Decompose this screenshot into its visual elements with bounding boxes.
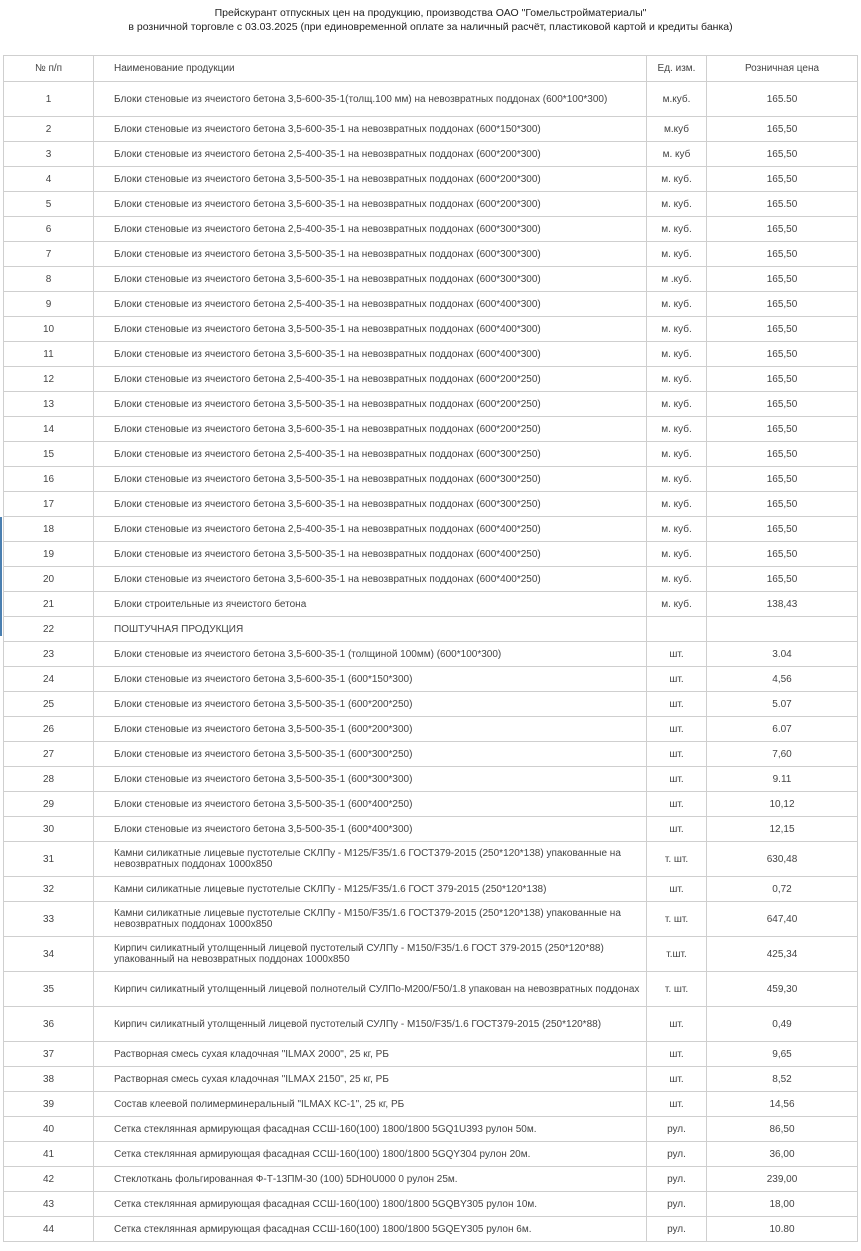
row-number: 6 <box>4 217 94 242</box>
table-row <box>4 367 858 392</box>
product-name: Блоки стеновые из ячеистого бетона 3,5-500-35-1 (600*200*250) <box>94 692 647 717</box>
product-name: Блоки стеновые из ячеистого бетона 3,5-600-35-1 на невозвратных поддонах (600*400*250) <box>94 567 647 592</box>
row-number: 22 <box>4 617 94 642</box>
product-name: Блоки стеновые из ячеистого бетона 3,5-600-35-1 (толщиной 100мм) (600*100*300) <box>94 642 647 667</box>
product-name: Блоки стеновые из ячеистого бетона 2,5-400-35-1 на невозвратных поддонах (600*200*300) <box>94 142 647 167</box>
unit-of-measure: рул. <box>647 1117 707 1142</box>
product-name: Блоки стеновые из ячеистого бетона 2,5-400-35-1 на невозвратных поддонах (600*300*250) <box>94 442 647 467</box>
row-number: 1 <box>4 82 94 117</box>
product-name: Блоки стеновые из ячеистого бетона 2,5-400-35-1 на невозвратных поддонах (600*200*250) <box>94 367 647 392</box>
product-name: Блоки стеновые из ячеистого бетона 3,5-600-35-1 на невозвратных поддонах (600*400*300) <box>94 342 647 367</box>
retail-price: 165,50 <box>707 142 858 167</box>
product-name: Блоки стеновые из ячеистого бетона 3,5-500-35-1 (600*300*250) <box>94 742 647 767</box>
row-number: 27 <box>4 742 94 767</box>
row-number: 4 <box>4 167 94 192</box>
unit-of-measure: шт. <box>647 877 707 902</box>
row-number: 32 <box>4 877 94 902</box>
retail-price: 165,50 <box>707 317 858 342</box>
retail-price: 7,60 <box>707 742 858 767</box>
unit-of-measure: шт. <box>647 742 707 767</box>
retail-price: 165,50 <box>707 492 858 517</box>
product-name: Блоки стеновые из ячеистого бетона 3,5-600-35-1(толщ.100 мм) на невозвратных поддонах (600*100*300) <box>94 82 647 117</box>
unit-of-measure: т. шт. <box>647 972 707 1007</box>
product-name: Блоки стеновые из ячеистого бетона 3,5-500-35-1 (600*400*300) <box>94 817 647 842</box>
unit-of-measure: м. куб. <box>647 317 707 342</box>
row-number: 39 <box>4 1092 94 1117</box>
retail-price: 239,00 <box>707 1167 858 1192</box>
row-number: 42 <box>4 1167 94 1192</box>
row-number: 12 <box>4 367 94 392</box>
unit-of-measure: м. куб. <box>647 517 707 542</box>
unit-of-measure: т. шт. <box>647 842 707 877</box>
retail-price: 165,50 <box>707 267 858 292</box>
product-name: Блоки стеновые из ячеистого бетона 3,5-600-35-1 (600*150*300) <box>94 667 647 692</box>
unit-of-measure: м. куб. <box>647 292 707 317</box>
retail-price: 0,49 <box>707 1007 858 1042</box>
retail-price: 165,50 <box>707 367 858 392</box>
table-row <box>4 242 858 267</box>
unit-of-measure: м. куб. <box>647 417 707 442</box>
row-number: 43 <box>4 1192 94 1217</box>
unit-of-measure: шт. <box>647 767 707 792</box>
table-row <box>4 542 858 567</box>
header-unit: Ед. изм. <box>647 56 707 82</box>
row-number: 7 <box>4 242 94 267</box>
unit-of-measure: шт. <box>647 792 707 817</box>
product-name: Сетка стеклянная армирующая фасадная ССШ-160(100) 1800/1800 5GQEY305 рулон 6м. <box>94 1217 647 1242</box>
table-row <box>4 842 858 877</box>
unit-of-measure: м. куб. <box>647 467 707 492</box>
table-row <box>4 342 858 367</box>
row-number: 19 <box>4 542 94 567</box>
price-table <box>3 55 858 1242</box>
table-row <box>4 667 858 692</box>
product-name: Камни силикатные лицевые пустотелые СКЛПу - М125/F35/1.6 ГОСТ379-2015 (250*120*138) упакованные на невозвратных поддонах 1000х850 <box>94 842 647 877</box>
row-number: 26 <box>4 717 94 742</box>
retail-price: 165,50 <box>707 542 858 567</box>
unit-of-measure: м. куб. <box>647 442 707 467</box>
price-list-header <box>0 6 861 34</box>
retail-price: 165,50 <box>707 567 858 592</box>
row-number: 9 <box>4 292 94 317</box>
table-row <box>4 937 858 972</box>
table-row <box>4 442 858 467</box>
unit-of-measure: рул. <box>647 1142 707 1167</box>
table-row <box>4 392 858 417</box>
product-name: Блоки стеновые из ячеистого бетона 3,5-500-35-1 на невозвратных поддонах (600*400*250) <box>94 542 647 567</box>
table-row <box>4 742 858 767</box>
row-number: 8 <box>4 267 94 292</box>
retail-price: 86,50 <box>707 1117 858 1142</box>
row-number: 10 <box>4 317 94 342</box>
table-header-row <box>4 56 858 82</box>
row-number: 2 <box>4 117 94 142</box>
table-row <box>4 1217 858 1242</box>
unit-of-measure: м. куб <box>647 142 707 167</box>
unit-of-measure: м .куб. <box>647 267 707 292</box>
table-row <box>4 1092 858 1117</box>
product-name: Блоки стеновые из ячеистого бетона 3,5-600-35-1 на невозвратных поддонах (600*300*250) <box>94 492 647 517</box>
product-name: Блоки стеновые из ячеистого бетона 3,5-600-35-1 на невозвратных поддонах (600*300*300) <box>94 267 647 292</box>
row-number: 33 <box>4 902 94 937</box>
table-row <box>4 417 858 442</box>
product-name: Растворная смесь сухая кладочная "ILMAX 2000", 25 кг, РБ <box>94 1042 647 1067</box>
row-number: 25 <box>4 692 94 717</box>
header-line-2: в розничной торговле с 03.03.2025 (при единовременной оплате за наличный расчёт, пластиковой картой и кредиты банка) <box>128 21 733 33</box>
header-price: Розничная цена <box>707 56 858 82</box>
unit-of-measure: м.куб. <box>647 82 707 117</box>
table-row <box>4 1067 858 1092</box>
table-row <box>4 642 858 667</box>
unit-of-measure: шт. <box>647 692 707 717</box>
unit-of-measure: рул. <box>647 1192 707 1217</box>
table-row <box>4 82 858 117</box>
table-body <box>4 82 858 1242</box>
retail-price: 36,00 <box>707 1142 858 1167</box>
table-row <box>4 902 858 937</box>
retail-price: 165,50 <box>707 392 858 417</box>
header-name: Наименование продукции <box>94 56 647 82</box>
unit-of-measure: шт. <box>647 642 707 667</box>
retail-price: 425,34 <box>707 937 858 972</box>
retail-price: 165,50 <box>707 467 858 492</box>
unit-of-measure: шт. <box>647 1042 707 1067</box>
retail-price: 10.80 <box>707 1217 858 1242</box>
row-number: 15 <box>4 442 94 467</box>
row-number: 30 <box>4 817 94 842</box>
retail-price: 630,48 <box>707 842 858 877</box>
table-row <box>4 972 858 1007</box>
retail-price: 165,50 <box>707 442 858 467</box>
retail-price: 14,56 <box>707 1092 858 1117</box>
header-number: № п/п <box>4 56 94 82</box>
product-name: Состав клеевой полимерминеральный "ILMAX КС-1", 25 кг, РБ <box>94 1092 647 1117</box>
product-name: Блоки стеновые из ячеистого бетона 3,5-500-35-1 на невозвратных поддонах (600*300*250) <box>94 467 647 492</box>
table-row <box>4 567 858 592</box>
unit-of-measure: м. куб. <box>647 592 707 617</box>
unit-of-measure: м.куб <box>647 117 707 142</box>
product-name: Блоки стеновые из ячеистого бетона 3,5-500-35-1 на невозвратных поддонах (600*300*300) <box>94 242 647 267</box>
unit-of-measure: м. куб. <box>647 192 707 217</box>
retail-price: 9.11 <box>707 767 858 792</box>
table-row <box>4 467 858 492</box>
row-number: 20 <box>4 567 94 592</box>
product-name: Блоки стеновые из ячеистого бетона 3,5-500-35-1 на невозвратных поддонах (600*400*300) <box>94 317 647 342</box>
table-row <box>4 592 858 617</box>
retail-price: 165,50 <box>707 167 858 192</box>
product-name: Блоки строительные из ячеистого бетона <box>94 592 647 617</box>
product-name: Сетка стеклянная армирующая фасадная ССШ-160(100) 1800/1800 5GQBY305 рулон 10м. <box>94 1192 647 1217</box>
retail-price: 165,50 <box>707 342 858 367</box>
unit-of-measure: м. куб. <box>647 567 707 592</box>
retail-price: 138,43 <box>707 592 858 617</box>
product-name: Блоки стеновые из ячеистого бетона 3,5-500-35-1 (600*200*300) <box>94 717 647 742</box>
unit-of-measure: шт. <box>647 817 707 842</box>
row-number: 28 <box>4 767 94 792</box>
side-marker <box>0 517 2 636</box>
row-number: 21 <box>4 592 94 617</box>
unit-of-measure: м. куб. <box>647 242 707 267</box>
table-row <box>4 1042 858 1067</box>
product-name: Блоки стеновые из ячеистого бетона 3,5-600-35-1 на невозвратных поддонах (600*200*300) <box>94 192 647 217</box>
row-number: 11 <box>4 342 94 367</box>
retail-price: 10,12 <box>707 792 858 817</box>
product-name: Камни силикатные лицевые пустотелые СКЛПу - М150/F35/1.6 ГОСТ379-2015 (250*120*138) упакованные на невозвратных поддонах 1000х850 <box>94 902 647 937</box>
product-name: Кирпич силикатный утолщенный лицевой пустотелый СУЛПу - М150/F35/1.6 ГОСТ379-2015 (250*120*88) <box>94 1007 647 1042</box>
table-row <box>4 267 858 292</box>
product-name: Блоки стеновые из ячеистого бетона 3,5-600-35-1 на невозвратных поддонах (600*150*300) <box>94 117 647 142</box>
row-number: 35 <box>4 972 94 1007</box>
table-row <box>4 317 858 342</box>
product-name: Кирпич силикатный утолщенный лицевой пустотелый СУЛПу - М150/F35/1.6 ГОСТ 379-2015 (250*120*88) упакованный на невозвратных поддонах 1000х850 <box>94 937 647 972</box>
table-row <box>4 877 858 902</box>
unit-of-measure: м. куб. <box>647 342 707 367</box>
unit-of-measure: шт. <box>647 717 707 742</box>
unit-of-measure: м. куб. <box>647 167 707 192</box>
table-row <box>4 517 858 542</box>
product-name: Блоки стеновые из ячеистого бетона 3,5-500-35-1 на невозвратных поддонах (600*200*250) <box>94 392 647 417</box>
unit-of-measure: рул. <box>647 1217 707 1242</box>
product-name: Сетка стеклянная армирующая фасадная ССШ-160(100) 1800/1800 5GQ1U393 рулон 50м. <box>94 1117 647 1142</box>
row-number: 17 <box>4 492 94 517</box>
row-number: 31 <box>4 842 94 877</box>
unit-of-measure: т.шт. <box>647 937 707 972</box>
row-number: 34 <box>4 937 94 972</box>
retail-price: 4,56 <box>707 667 858 692</box>
unit-of-measure: шт. <box>647 667 707 692</box>
retail-price: 165,50 <box>707 217 858 242</box>
row-number: 14 <box>4 417 94 442</box>
product-name: Блоки стеновые из ячеистого бетона 2,5-400-35-1 на невозвратных поддонах (600*300*300) <box>94 217 647 242</box>
product-name: Стеклоткань фольгированная Ф-Т-13ПМ-30 (100) 5DH0U000 0 рулон 25м. <box>94 1167 647 1192</box>
row-number: 3 <box>4 142 94 167</box>
product-name: Блоки стеновые из ячеистого бетона 2,5-400-35-1 на невозвратных поддонах (600*400*300) <box>94 292 647 317</box>
unit-of-measure: м. куб. <box>647 392 707 417</box>
header-line-1: Прейскурант отпускных цен на продукцию, производства ОАО "Гомельстройматериалы" <box>214 7 647 19</box>
table-row <box>4 1007 858 1042</box>
retail-price: 165.50 <box>707 192 858 217</box>
table-row <box>4 117 858 142</box>
unit-of-measure: м. куб. <box>647 492 707 517</box>
unit-of-measure: м. куб. <box>647 542 707 567</box>
row-number: 36 <box>4 1007 94 1042</box>
unit-of-measure: шт. <box>647 1067 707 1092</box>
row-number: 44 <box>4 1217 94 1242</box>
product-name: Растворная смесь сухая кладочная "ILMAX 2150", 25 кг, РБ <box>94 1067 647 1092</box>
table-row <box>4 217 858 242</box>
table-row <box>4 142 858 167</box>
table-row <box>4 167 858 192</box>
retail-price: 9,65 <box>707 1042 858 1067</box>
retail-price: 165.50 <box>707 82 858 117</box>
row-number: 24 <box>4 667 94 692</box>
retail-price: 165,50 <box>707 117 858 142</box>
retail-price: 5.07 <box>707 692 858 717</box>
product-name: Блоки стеновые из ячеистого бетона 2,5-400-35-1 на невозвратных поддонах (600*400*250) <box>94 517 647 542</box>
unit-of-measure <box>647 617 707 642</box>
table-row <box>4 792 858 817</box>
product-name: ПОШТУЧНАЯ ПРОДУКЦИЯ <box>94 617 647 642</box>
product-name: Камни силикатные лицевые пустотелые СКЛПу - М125/F35/1.6 ГОСТ 379-2015 (250*120*138) <box>94 877 647 902</box>
row-number: 41 <box>4 1142 94 1167</box>
table-row <box>4 817 858 842</box>
retail-price: 0,72 <box>707 877 858 902</box>
retail-price <box>707 617 858 642</box>
unit-of-measure: м. куб. <box>647 367 707 392</box>
retail-price: 165,50 <box>707 292 858 317</box>
table-row <box>4 1167 858 1192</box>
retail-price: 8,52 <box>707 1067 858 1092</box>
retail-price: 459,30 <box>707 972 858 1007</box>
table-row <box>4 617 858 642</box>
unit-of-measure: рул. <box>647 1167 707 1192</box>
table-row <box>4 717 858 742</box>
row-number: 18 <box>4 517 94 542</box>
row-number: 40 <box>4 1117 94 1142</box>
product-name: Блоки стеновые из ячеистого бетона 3,5-500-35-1 на невозвратных поддонах (600*200*300) <box>94 167 647 192</box>
product-name: Блоки стеновые из ячеистого бетона 3,5-500-35-1 (600*400*250) <box>94 792 647 817</box>
row-number: 5 <box>4 192 94 217</box>
unit-of-measure: м. куб. <box>647 217 707 242</box>
table-row <box>4 492 858 517</box>
row-number: 29 <box>4 792 94 817</box>
table-row <box>4 692 858 717</box>
retail-price: 3.04 <box>707 642 858 667</box>
product-name: Блоки стеновые из ячеистого бетона 3,5-600-35-1 на невозвратных поддонах (600*200*250) <box>94 417 647 442</box>
row-number: 13 <box>4 392 94 417</box>
unit-of-measure: шт. <box>647 1007 707 1042</box>
retail-price: 165,50 <box>707 517 858 542</box>
table-row <box>4 767 858 792</box>
product-name: Сетка стеклянная армирующая фасадная ССШ-160(100) 1800/1800 5GQY304 рулон 20м. <box>94 1142 647 1167</box>
table-row <box>4 192 858 217</box>
retail-price: 647,40 <box>707 902 858 937</box>
table-row <box>4 1117 858 1142</box>
table-row <box>4 1192 858 1217</box>
row-number: 16 <box>4 467 94 492</box>
table-row <box>4 1142 858 1167</box>
retail-price: 6.07 <box>707 717 858 742</box>
unit-of-measure: т. шт. <box>647 902 707 937</box>
row-number: 37 <box>4 1042 94 1067</box>
product-name: Блоки стеновые из ячеистого бетона 3,5-500-35-1 (600*300*300) <box>94 767 647 792</box>
unit-of-measure: шт. <box>647 1092 707 1117</box>
table-row <box>4 292 858 317</box>
retail-price: 165,50 <box>707 242 858 267</box>
row-number: 38 <box>4 1067 94 1092</box>
row-number: 23 <box>4 642 94 667</box>
retail-price: 12,15 <box>707 817 858 842</box>
product-name: Кирпич силикатный утолщенный лицевой полнотелый СУЛПо-М200/F50/1.8 упакован на невозвратных поддонах <box>94 972 647 1007</box>
retail-price: 165,50 <box>707 417 858 442</box>
retail-price: 18,00 <box>707 1192 858 1217</box>
